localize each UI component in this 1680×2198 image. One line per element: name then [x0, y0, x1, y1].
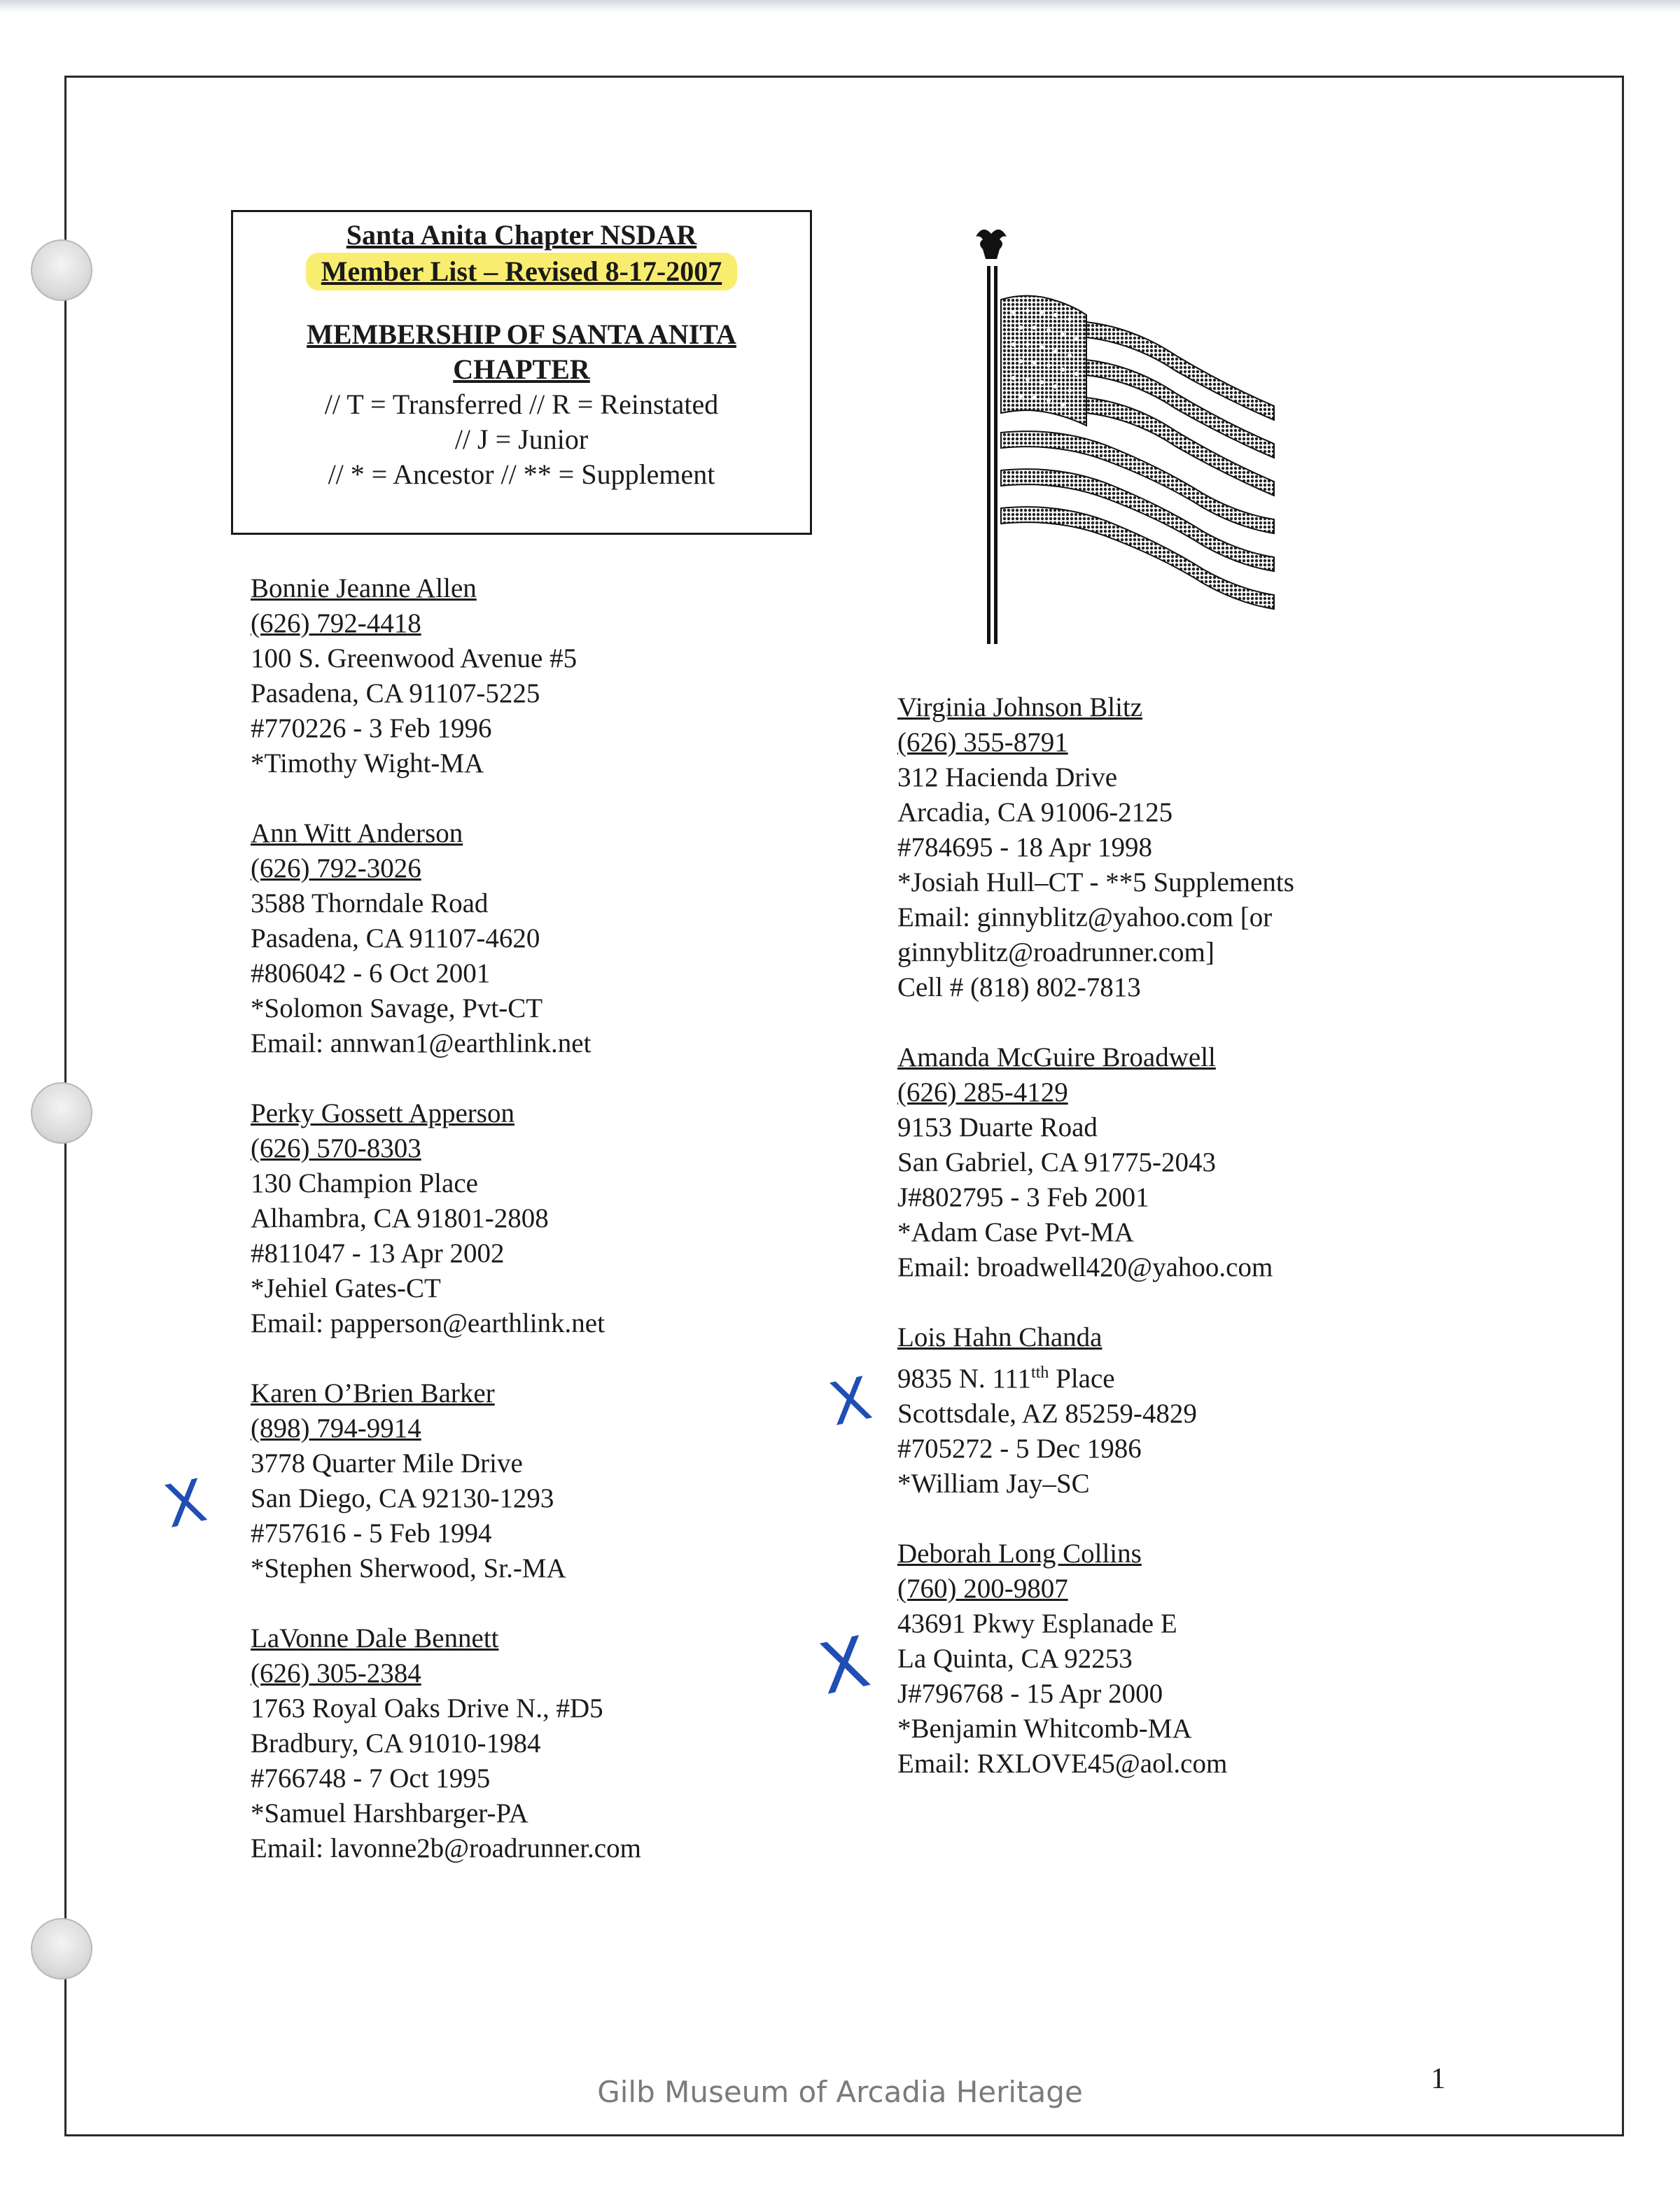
member-number-date: #757616 - 5 Feb 1994 — [251, 1518, 492, 1548]
member-entry-blitz — [897, 690, 1429, 1005]
member-address: 100 S. Greenwood Avenue #5 — [251, 643, 578, 673]
member-entry-chanda — [897, 1320, 1429, 1502]
member-address: 43691 Pkwy Esplanade E — [897, 1609, 1177, 1639]
member-ancestor: *Benjamin Whitcomb-MA — [897, 1714, 1192, 1744]
member-city: San Diego, CA 92130-1293 — [251, 1483, 554, 1513]
member-email: Email: papperson@earthlink.net — [251, 1308, 605, 1338]
member-entry-collins — [897, 1536, 1429, 1782]
flag-pole-left — [987, 266, 990, 644]
member-phone: (626) 792-4418 — [251, 608, 421, 638]
member-phone: (626) 792-3026 — [251, 853, 421, 883]
legend-line-2: // J = Junior — [454, 424, 589, 455]
member-address — [897, 1355, 1429, 1396]
member-entry-broadwell — [897, 1040, 1429, 1285]
member-name: Ann Witt Anderson — [251, 818, 463, 848]
revised-date-highlight: Member List – Revised 8-17-2007 — [306, 253, 738, 290]
member-name: Amanda McGuire Broadwell — [897, 1042, 1216, 1072]
binder-hole-top — [31, 239, 92, 301]
eagle-finial-icon — [976, 230, 1007, 259]
membership-heading-line2: CHAPTER — [453, 354, 590, 385]
handwritten-x-mark-chanda: X — [823, 1364, 878, 1439]
member-number-date: J#802795 - 3 Feb 2001 — [897, 1182, 1149, 1212]
member-address-street: Place — [1049, 1364, 1115, 1394]
member-cell: Cell # (818) 802-7813 — [897, 972, 1141, 1002]
member-ancestor: *Adam Case Pvt-MA — [897, 1217, 1134, 1247]
member-entry-bennett — [251, 1621, 783, 1866]
member-address-ordinal: tth — [1031, 1364, 1049, 1382]
member-email-alt: ginnyblitz@roadrunner.com] — [897, 937, 1214, 967]
member-name: Lois Hahn Chanda — [897, 1322, 1102, 1352]
member-email: Email: annwan1@earthlink.net — [251, 1028, 592, 1058]
chapter-title: Santa Anita Chapter NSDAR — [346, 219, 697, 251]
member-number-date: #784695 - 18 Apr 1998 — [897, 832, 1152, 862]
member-ancestor: *Josiah Hull–CT - **5 Supplements — [897, 867, 1294, 897]
member-city: Pasadena, CA 91107-5225 — [251, 678, 540, 708]
member-name: Bonnie Jeanne Allen — [251, 573, 477, 603]
member-address: 3588 Thorndale Road — [251, 888, 489, 918]
american-flag-illustration — [952, 223, 1302, 650]
binder-hole-bottom — [31, 1918, 92, 1980]
member-number-date: #811047 - 13 Apr 2002 — [251, 1238, 505, 1268]
member-email: Email: ginnyblitz@yahoo.com [or — [897, 902, 1273, 932]
member-phone: (626) 285-4129 — [897, 1077, 1068, 1107]
member-email: Email: RXLOVE45@aol.com — [897, 1749, 1228, 1779]
member-phone: (626) 570-8303 — [251, 1133, 421, 1163]
member-city: Pasadena, CA 91107-4620 — [251, 923, 540, 953]
member-phone: (898) 794-9914 — [251, 1413, 421, 1443]
member-city: San Gabriel, CA 91775-2043 — [897, 1147, 1216, 1177]
member-number-date: #770226 - 3 Feb 1996 — [251, 713, 492, 743]
member-ancestor: *Jehiel Gates-CT — [251, 1273, 441, 1303]
member-entry-apperson — [251, 1096, 783, 1341]
member-city: Alhambra, CA 91801-2808 — [251, 1203, 549, 1233]
member-name: LaVonne Dale Bennett — [251, 1623, 499, 1653]
member-number-date: #705272 - 5 Dec 1986 — [897, 1434, 1142, 1464]
member-phone: (626) 305-2384 — [251, 1658, 421, 1688]
member-number-date: #766748 - 7 Oct 1995 — [251, 1763, 491, 1793]
member-ancestor: *Samuel Harshbarger-PA — [251, 1798, 528, 1828]
member-name: Karen O’Brien Barker — [251, 1378, 495, 1408]
member-email: Email: broadwell420@yahoo.com — [897, 1252, 1273, 1282]
membership-heading-line1: MEMBERSHIP OF SANTA ANITA — [307, 318, 736, 350]
member-phone: (760) 200-9807 — [897, 1574, 1068, 1604]
member-entry-anderson — [251, 816, 783, 1061]
member-name: Virginia Johnson Blitz — [897, 692, 1143, 722]
member-entry-allen — [251, 571, 783, 781]
binder-hole-middle — [31, 1082, 92, 1144]
member-address: 1763 Royal Oaks Drive N., #D5 — [251, 1693, 603, 1723]
handwritten-x-mark-collins: X — [812, 1620, 876, 1711]
handwritten-x-mark-barker: X — [158, 1466, 213, 1541]
member-number-date: J#796768 - 15 Apr 2000 — [897, 1679, 1163, 1709]
member-email: Email: lavonne2b@roadrunner.com — [251, 1833, 641, 1863]
member-name: Perky Gossett Apperson — [251, 1098, 514, 1128]
flag-canton — [1001, 295, 1086, 426]
flag-pole-right — [994, 266, 997, 644]
members-column-left — [251, 571, 783, 1901]
museum-watermark: Gilb Museum of Arcadia Heritage — [597, 2075, 1083, 2109]
member-city: Bradbury, CA 91010-1984 — [251, 1728, 541, 1758]
member-name: Deborah Long Collins — [897, 1539, 1142, 1569]
member-phone: (626) 355-8791 — [897, 727, 1068, 757]
member-city: Scottsdale, AZ 85259-4829 — [897, 1399, 1197, 1429]
members-column-right — [897, 690, 1429, 1816]
member-entry-barker — [251, 1376, 783, 1586]
member-address: 9153 Duarte Road — [897, 1112, 1098, 1142]
member-address: 312 Hacienda Drive — [897, 762, 1118, 792]
member-ancestor: *Stephen Sherwood, Sr.-MA — [251, 1553, 566, 1583]
member-ancestor: *Timothy Wight-MA — [251, 748, 484, 778]
legend-line-1: // T = Transferred // R = Reinstated — [324, 388, 719, 420]
page-number: 1 — [1431, 2063, 1446, 2095]
member-address: 130 Champion Place — [251, 1168, 478, 1198]
member-city: La Quinta, CA 92253 — [897, 1644, 1133, 1674]
member-ancestor: *Solomon Savage, Pvt-CT — [251, 993, 543, 1023]
scan-edge — [0, 0, 1680, 13]
member-address-number: 9835 N. 111 — [897, 1364, 1032, 1394]
title-box — [231, 210, 812, 535]
member-address: 3778 Quarter Mile Drive — [251, 1448, 523, 1478]
member-number-date: #806042 - 6 Oct 2001 — [251, 958, 491, 988]
legend-line-3: // * = Ancestor // ** = Supplement — [328, 458, 715, 490]
member-ancestor: *William Jay–SC — [897, 1469, 1090, 1499]
member-city: Arcadia, CA 91006-2125 — [897, 797, 1173, 827]
